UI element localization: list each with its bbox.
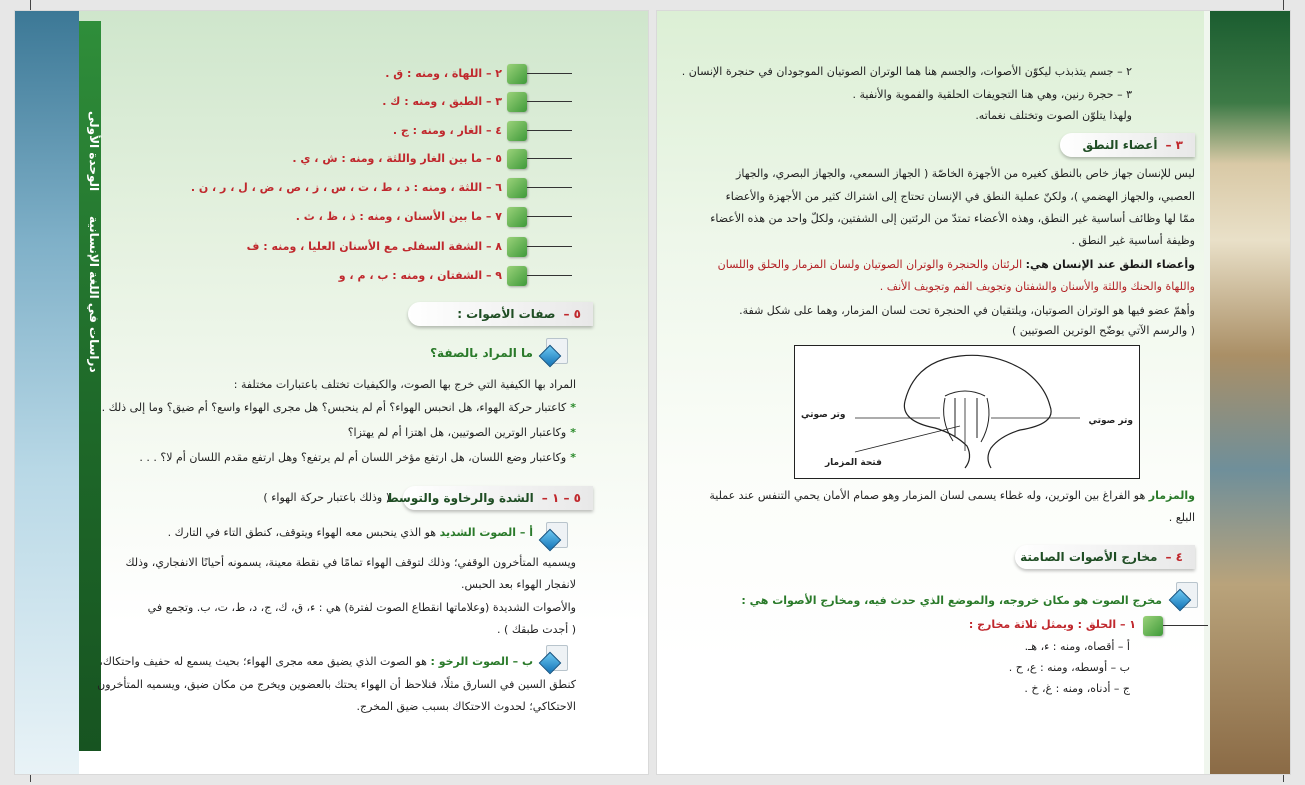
- definition-line: مخرج الصوت هو مكان خروجه، والموضع الذي حدث فيه، ومخارج الأصوات هي :: [741, 594, 1162, 607]
- diagram-label: وتر صوتي: [1088, 416, 1133, 426]
- bullet-star: *: [570, 451, 576, 464]
- list-item: ٢ – اللهاة ، ومنه : ق .: [385, 67, 502, 80]
- bullet-text: وكاعتبار وضع اللسان، هل ارتفع مؤخر اللسان أم لم يرتفع؟ وهل ارتفع مقدم اللسان أم لا؟ . . .: [139, 451, 567, 464]
- paragraph-line: وأهمّ عضو فيها هو الوتران الصوتيان، ويلتقيان في الحنجرة تحت لسان المزمار، وهما على شكل شفة.: [739, 304, 1195, 317]
- paragraph-line: ٢ – جسم يتذبذب ليكوّن الأصوات، والجسم هنا هما الوتران الصوتيان الموجودان في حنجرة الإنسان .: [681, 65, 1132, 78]
- term-definition: هو الذي ينحبس معه الهواء ويتوقف، كنطق التاء في التارك .: [167, 526, 437, 539]
- bullet-star: *: [570, 426, 576, 439]
- rule-line: [1163, 625, 1208, 626]
- paragraph-line: لانفجار الهواء بعد الحبس.: [460, 578, 576, 591]
- list-item: ٨ – الشفة السفلى مع الأسنان العليا ، ومنه : ف: [246, 240, 502, 253]
- question-body: المراد بها الكيفية التي خرج بها الصوت، والكيفيات تختلف باعتبارات مختلفة :: [233, 378, 576, 391]
- bullet-item: [139, 447, 576, 469]
- rule-line: [527, 158, 572, 159]
- book-title: دراسات في اللغة الإنسانية: [87, 216, 101, 373]
- list-item: ٣ – الطبق ، ومنه : ك .: [382, 95, 502, 108]
- paragraph-line: [718, 254, 1195, 276]
- green-tab-icon: [507, 178, 527, 198]
- section-number: ٥ – ١ –: [541, 491, 581, 505]
- green-tab-icon: [1143, 616, 1163, 636]
- left-page: [14, 10, 649, 775]
- green-tab-icon: [507, 149, 527, 169]
- rule-line: [527, 73, 572, 74]
- term-label: أ – الصوت الشديد: [439, 526, 533, 539]
- paragraph-line: ٣ – حجرة رنين، وهي هنا التجويفات الحلقية والفموية والأنفية .: [852, 88, 1132, 101]
- rule-line: [527, 101, 572, 102]
- section-note: ( وذلك باعتبار حركة الهواء ): [263, 491, 390, 504]
- unit-band: [79, 21, 101, 751]
- section-number: ٥ –: [563, 307, 581, 321]
- rule-line: [527, 246, 572, 247]
- paragraph-line: [99, 651, 533, 673]
- section-heading-5: [408, 302, 593, 326]
- list-item: ب – أوسطه، ومنه : ع، ح .: [1008, 661, 1130, 674]
- section-title: الشدة والرخاوة والتوسط: [386, 491, 534, 505]
- right-page: [656, 10, 1291, 775]
- section-title: مخارج الأصوات الصامتة: [1020, 550, 1158, 564]
- diamond-note-icon: [1168, 582, 1198, 612]
- section-number: ٣ –: [1165, 138, 1183, 152]
- list-item: ٥ – ما بين الغار واللثة ، ومنه : ش ، ي .: [292, 152, 502, 165]
- paragraph-line: البلع .: [1168, 511, 1195, 524]
- section-heading-5-1: [386, 486, 593, 510]
- diagram-label: وتر صوتي: [801, 410, 846, 420]
- diagram-label: فتحة المزمار: [825, 458, 882, 468]
- section-title: أعضاء النطق: [1082, 138, 1158, 152]
- paragraph-line: الاحتكاكي؛ لحدوث الاحتكاك بسبب ضيق المخرج.: [356, 700, 576, 713]
- list-item: أ – أقصاه، ومنه : ء، هـ.: [1024, 640, 1130, 653]
- vocal-cords-diagram: [794, 345, 1140, 479]
- diamond-note-icon: [538, 645, 568, 675]
- section-heading-4: [1015, 545, 1195, 569]
- term-label: والمزمار: [1148, 489, 1195, 502]
- paragraph-line: واللهاة والحنك واللثة والأسنان والشفتان وتجويف الفم وتجويف الأنف .: [879, 280, 1195, 293]
- green-tab-icon: [507, 237, 527, 257]
- green-tab-icon: [507, 92, 527, 112]
- list-item: ٤ – الغار ، ومنه : ج .: [392, 124, 502, 137]
- calligraphy-pen-photo: [1210, 11, 1290, 775]
- diamond-note-icon: [538, 522, 568, 552]
- list-item: ٧ – ما بين الأسنان ، ومنه : ذ ، ظ ، ث .: [295, 210, 502, 223]
- term-definition: هو الصوت الذي يضيق معه مجرى الهواء؛ بحيث يسمع له حفيف واحتكاك،: [99, 655, 427, 668]
- paragraph-line: [709, 485, 1195, 507]
- paragraph-line: ( والرسم الآتي يوضّح الوترين الصوتيين ): [1012, 324, 1195, 337]
- paragraph-line: ليس للإنسان جهاز خاص بالنطق كغيره من الأجهزة الخاصّة ( الجهاز السمعي، والجهاز البصري، والجهاز: [736, 167, 1195, 180]
- rule-line: [527, 275, 572, 276]
- question-title: ما المراد بالصفة؟: [430, 346, 533, 360]
- subheading: ١ – الحلق : ويمثل ثلاثة مخارج :: [968, 618, 1136, 631]
- paragraph-line: والأصوات الشديدة (وعلاماتها انقطاع الصوت لفترة) هي : ء، ق، ك، ج، د، ط، ت، ب. وتجمع في: [147, 601, 576, 614]
- section-number: ٤ –: [1165, 550, 1183, 564]
- bullet-text: كاعتبار حركة الهواء، هل انحبس الهواء؟ أم لم ينحبس؟ هل مجرى الهواء واسع؟ أم ضيق؟ وما إلى ذلك .: [101, 401, 567, 414]
- green-tab-icon: [507, 207, 527, 227]
- green-tab-icon: [507, 266, 527, 286]
- list-item: ٦ – اللثة ، ومنه : د ، ط ، ت ، س ، ز ، ص ، ض ، ل ، ر ، ن .: [190, 181, 502, 194]
- rule-line: [527, 187, 572, 188]
- bullet-text: وكاعتبار الوترين الصوتيين، هل اهتزا أم لم يهتزا؟: [347, 426, 567, 439]
- bullet-star: *: [570, 401, 576, 414]
- unit-label: الوحدة الأولى: [87, 111, 101, 192]
- mosque-photo-strip: [15, 11, 79, 775]
- paragraph-line: ممّا لها وظائف أساسية غير النطق، وهذه الأعضاء تمتدّ من الرئتين إلى الشفتين، ولكلّ واحد من هذه الأعضاء: [710, 212, 1195, 225]
- green-tab-icon: [507, 121, 527, 141]
- bullet-item: [102, 397, 576, 419]
- diamond-note-icon: [538, 338, 568, 368]
- term-label: ب – الصوت الرخو :: [430, 655, 533, 668]
- rule-line: [527, 216, 572, 217]
- paragraph-line: كنطق السين في السارق مثلًا، فنلاحظ أن الهواء يحتك بالعضوين ويخرج من مكان ضيق، ويسميه المتأخرون: [97, 678, 576, 691]
- term-definition: هو الفراغ بين الوترين، وله غطاء يسمى لسان المزمار وهو صمام الأمان يحمي التنفس عند عملية: [709, 489, 1146, 502]
- paragraph-line: [168, 522, 533, 544]
- green-tab-icon: [507, 64, 527, 84]
- paragraph-line: العصبي، والجهاز الهضمي )، ولكنّ عملية النطق في الإنسان تحتاج إلى اشتراك كثير من الأجهزة والأعضاء: [725, 190, 1195, 203]
- paragraph-line: ويسميه المتأخرون الوقفي؛ وذلك لتوقف الهواء تمامًا في نقطة معينة، يسمونه أحيانًا الانفجاري، وذلك: [125, 556, 576, 569]
- section-heading-3: [1060, 133, 1195, 157]
- rule-line: [527, 130, 572, 131]
- organs-label: وأعضاء النطق عند الإنسان هي:: [1025, 258, 1195, 271]
- paragraph-line: وظيفة أساسية غير النطق .: [1071, 234, 1195, 247]
- paragraph-line: ولهذا يتلوّن الصوت وتختلف نغماته.: [975, 109, 1132, 122]
- list-item: ج – أدناه، ومنه : غ، خ .: [1024, 682, 1130, 695]
- list-item: ٩ – الشفتان ، ومنه : ب ، م ، و: [338, 269, 502, 282]
- organs-list: الرئتان والحنجرة والوتران الصوتيان ولسان المزمار والحلق واللسان: [717, 258, 1023, 271]
- section-title: صفات الأصوات :: [457, 307, 556, 321]
- bullet-item: [348, 422, 576, 444]
- paragraph-line: ( أجدت طبقك ) .: [497, 623, 576, 636]
